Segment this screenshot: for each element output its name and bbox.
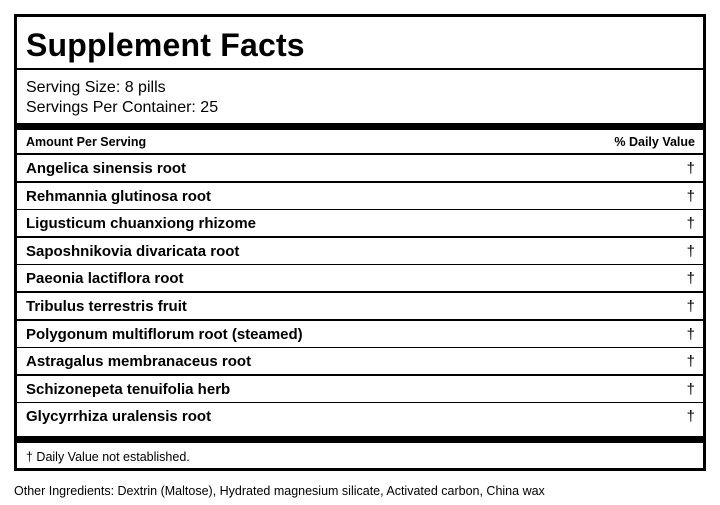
ingredient-row [17, 183, 703, 211]
ingredient-row [17, 376, 703, 404]
ingredient-row [17, 265, 703, 293]
ingredient-daily-value: † [686, 353, 695, 371]
ingredient-name: Glycyrrhiza uralensis root [26, 408, 212, 426]
ingredient-daily-value: † [686, 408, 695, 426]
thick-divider-top [17, 123, 703, 130]
amount-per-serving-header: Amount Per Serving [26, 135, 147, 149]
supplement-facts-panel [14, 14, 706, 471]
ingredient-daily-value: † [686, 187, 695, 205]
ingredient-row [17, 403, 703, 431]
ingredient-row [17, 293, 703, 321]
ingredient-name: Astragalus membranaceus root [26, 353, 252, 371]
daily-value-header: % Daily Value [614, 135, 695, 149]
ingredient-daily-value: † [686, 242, 695, 260]
other-ingredients: Other Ingredients: Dextrin (Maltose), Hydrated magnesium silicate, Activated carbon, China wax [14, 484, 545, 498]
ingredient-row [17, 321, 703, 349]
ingredient-row [17, 155, 703, 183]
daily-value-footnote: † Daily Value not established. [26, 450, 190, 464]
ingredient-daily-value: † [686, 325, 695, 343]
servings-per-container: Servings Per Container: 25 [26, 99, 219, 116]
ingredient-name: Polygonum multiflorum root (steamed) [26, 325, 303, 343]
ingredient-name: Schizonepeta tenuifolia herb [26, 380, 231, 398]
ingredient-name: Tribulus terrestris fruit [26, 298, 187, 315]
ingredient-name: Saposhnikovia divaricata root [26, 242, 240, 260]
panel-title: Supplement Facts [26, 27, 305, 63]
ingredient-name: Angelica sinensis root [26, 160, 187, 177]
ingredient-daily-value: † [686, 298, 695, 315]
ingredient-name: Ligusticum chuanxiong rhizome [26, 215, 257, 233]
ingredient-row [17, 238, 703, 266]
ingredient-name: Paeonia lactiflora root [26, 270, 184, 288]
ingredient-row [17, 348, 703, 376]
ingredient-daily-value: † [686, 215, 695, 233]
serving-size: Serving Size: 8 pills [26, 79, 166, 96]
title-divider [17, 68, 703, 70]
ingredient-name: Rehmannia glutinosa root [26, 187, 212, 205]
ingredient-row [17, 210, 703, 238]
thick-divider-bottom [17, 436, 703, 443]
ingredient-daily-value: † [686, 270, 695, 288]
ingredient-daily-value: † [686, 160, 695, 177]
ingredient-daily-value: † [686, 380, 695, 398]
